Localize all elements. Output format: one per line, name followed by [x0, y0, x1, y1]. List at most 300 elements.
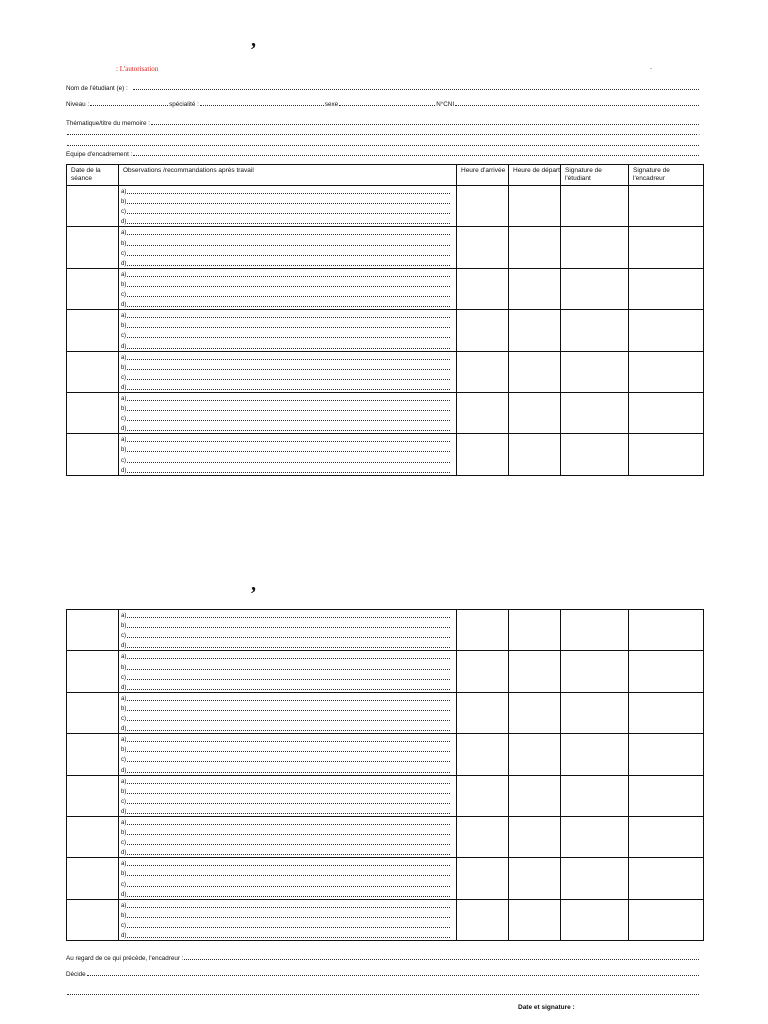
observations-cell[interactable] — [119, 186, 457, 227]
observation-line[interactable] — [121, 444, 456, 454]
observation-letter: c) — [121, 292, 126, 299]
observation-letter: d) — [121, 850, 127, 857]
date-cell[interactable] — [67, 775, 119, 816]
heure-depart-cell[interactable] — [509, 899, 561, 940]
observation-letter: b) — [121, 871, 127, 878]
observation-line[interactable] — [121, 910, 456, 920]
observation-line[interactable] — [121, 310, 456, 320]
observations-cell[interactable] — [119, 692, 457, 733]
observation-line[interactable] — [121, 847, 456, 857]
seance-table-page2 — [66, 609, 704, 941]
signature-encadreur-cell[interactable] — [629, 651, 704, 692]
observation-line[interactable] — [121, 776, 456, 786]
observation-dotted-line — [127, 783, 450, 784]
observation-dotted-line — [127, 296, 450, 297]
signature-encadreur-cell[interactable] — [629, 351, 704, 392]
heure-depart-cell[interactable] — [509, 351, 561, 392]
heure-depart-cell[interactable] — [509, 227, 561, 268]
heure-depart-cell[interactable] — [509, 392, 561, 433]
date-cell[interactable] — [67, 186, 119, 227]
seance-row — [67, 692, 704, 733]
heure-arrivee-cell[interactable] — [457, 310, 509, 351]
observation-dotted-line — [127, 276, 450, 277]
observation-line[interactable] — [121, 930, 456, 940]
header-observations: Observations /recommandations après travail — [119, 165, 457, 186]
sexe-label: sexe — [324, 101, 339, 108]
date-cell[interactable] — [67, 392, 119, 433]
equipe-label: Equipe d'encadrement : — [66, 151, 133, 158]
seance-row — [67, 434, 704, 475]
observation-letter: b) — [121, 447, 127, 454]
date-cell[interactable] — [67, 610, 119, 651]
observation-letter: d) — [121, 219, 127, 226]
observation-dotted-line — [127, 306, 450, 307]
observation-dotted-line — [127, 917, 450, 918]
signature-etudiant-cell[interactable] — [561, 610, 629, 651]
observation-line[interactable] — [121, 352, 456, 362]
observation-line[interactable] — [121, 330, 456, 340]
observation-line[interactable] — [121, 693, 456, 703]
observation-line[interactable] — [121, 299, 456, 309]
heure-arrivee-cell[interactable] — [457, 734, 509, 775]
observation-line[interactable] — [121, 806, 456, 816]
signature-etudiant-cell[interactable] — [561, 899, 629, 940]
observation-dotted-line — [127, 359, 450, 360]
observation-dotted-line — [127, 689, 450, 690]
observation-letter: a) — [121, 271, 127, 278]
observation-line[interactable] — [121, 900, 456, 910]
heure-depart-cell[interactable] — [509, 434, 561, 475]
observation-line[interactable] — [121, 827, 456, 837]
thematique-label: Thématique/titre du memoire : — [66, 120, 150, 127]
observation-dotted-line — [127, 389, 450, 390]
niveau-specialite-sexe-cni-field[interactable] — [66, 97, 700, 108]
observation-line[interactable] — [121, 382, 456, 392]
niveau-label: Niveau : — [66, 101, 90, 108]
header-signature-etudiant: Signature de l'étudiant — [561, 165, 629, 186]
signature-encadreur-cell[interactable] — [629, 268, 704, 309]
observation-dotted-line — [127, 896, 450, 897]
signature-etudiant-cell[interactable] — [561, 268, 629, 309]
observation-line[interactable] — [121, 413, 456, 423]
signature-encadreur-cell[interactable] — [629, 310, 704, 351]
heure-depart-cell[interactable] — [509, 816, 561, 857]
observations-cell[interactable] — [119, 434, 457, 475]
observation-line[interactable] — [121, 672, 456, 682]
observation-letter: b) — [121, 705, 127, 712]
observation-letter: d) — [121, 467, 127, 474]
observations-cell[interactable] — [119, 858, 457, 899]
observation-line[interactable] — [121, 703, 456, 713]
observation-letter: a) — [121, 395, 127, 402]
observation-line[interactable] — [121, 258, 456, 268]
heure-arrivee-cell[interactable] — [457, 186, 509, 227]
observation-line[interactable] — [121, 237, 456, 247]
observation-letter: c) — [121, 716, 126, 723]
signature-encadreur-cell[interactable] — [629, 434, 704, 475]
observation-line[interactable] — [121, 216, 456, 226]
observation-letter: b) — [121, 406, 127, 413]
heure-depart-cell[interactable] — [509, 268, 561, 309]
date-cell[interactable] — [67, 268, 119, 309]
observation-line[interactable] — [121, 372, 456, 382]
heure-depart-cell[interactable] — [509, 692, 561, 733]
observation-line[interactable] — [121, 764, 456, 774]
observation-line[interactable] — [121, 248, 456, 258]
heure-depart-cell[interactable] — [509, 610, 561, 651]
autorisation-label: : L'autorisation — [116, 65, 159, 73]
regard-field[interactable] — [66, 951, 700, 962]
observation-dotted-line — [127, 627, 450, 628]
observation-line[interactable] — [121, 320, 456, 330]
observation-line[interactable] — [121, 206, 456, 216]
observations-cell[interactable] — [119, 734, 457, 775]
date-cell[interactable] — [67, 734, 119, 775]
observation-dotted-line — [127, 286, 450, 287]
observation-line[interactable] — [121, 889, 456, 899]
observations-cell[interactable] — [119, 392, 457, 433]
observation-dotted-line — [127, 700, 450, 701]
observation-line[interactable] — [121, 734, 456, 744]
seance-row — [67, 227, 704, 268]
observation-dotted-line — [127, 617, 450, 618]
observation-line[interactable] — [121, 878, 456, 888]
heure-depart-cell[interactable] — [509, 734, 561, 775]
observation-line[interactable] — [121, 423, 456, 433]
observation-letter: c) — [121, 840, 126, 847]
signature-etudiant-cell[interactable] — [561, 775, 629, 816]
cni-label: N°CNI — [436, 101, 455, 108]
heure-arrivee-cell[interactable] — [457, 651, 509, 692]
observations-cell[interactable] — [119, 351, 457, 392]
seance-row — [67, 610, 704, 651]
seance-row — [67, 899, 704, 940]
date-signature-label: Date et signature : — [518, 1004, 575, 1011]
observation-letter: d) — [121, 343, 127, 350]
observation-letter: a) — [121, 230, 127, 237]
observation-dotted-line — [127, 234, 450, 235]
observation-letter: c) — [121, 757, 126, 764]
header-signature-encadreur: Signature de l'encadreur — [629, 165, 704, 186]
observation-dotted-line — [127, 317, 450, 318]
observation-dotted-line — [127, 451, 450, 452]
heure-arrivee-cell[interactable] — [457, 434, 509, 475]
observation-letter: a) — [121, 861, 127, 868]
signature-etudiant-cell[interactable] — [561, 651, 629, 692]
decide-field[interactable] — [66, 967, 700, 978]
observations-cell[interactable] — [119, 268, 457, 309]
observation-line[interactable] — [121, 403, 456, 413]
observations-cell[interactable] — [119, 775, 457, 816]
observation-line[interactable] — [121, 279, 456, 289]
observation-dotted-line — [127, 245, 450, 246]
nom-etudiant-dotted-line — [133, 89, 699, 90]
observation-dotted-line — [127, 907, 450, 908]
header-heure-depart: Heure de départ — [509, 165, 561, 186]
observation-letter: c) — [121, 798, 126, 805]
observation-dotted-line — [127, 348, 450, 349]
observation-line[interactable] — [121, 269, 456, 279]
observation-dotted-line — [127, 751, 450, 752]
heure-depart-cell[interactable] — [509, 858, 561, 899]
observation-dotted-line — [127, 647, 450, 648]
nom-etudiant-field[interactable] — [66, 81, 700, 92]
observation-line[interactable] — [121, 289, 456, 299]
observation-line[interactable] — [121, 868, 456, 878]
observation-dotted-line — [127, 803, 450, 804]
signature-etudiant-cell[interactable] — [561, 734, 629, 775]
heure-arrivee-cell[interactable] — [457, 268, 509, 309]
date-cell[interactable] — [67, 651, 119, 692]
observation-letter: b) — [121, 364, 127, 371]
observation-letter: c) — [121, 209, 126, 216]
observation-line[interactable] — [121, 610, 456, 620]
heure-depart-cell[interactable] — [509, 775, 561, 816]
observation-letter: d) — [121, 643, 127, 650]
observation-dotted-line — [127, 430, 450, 431]
signature-encadreur-cell[interactable] — [629, 858, 704, 899]
observation-line[interactable] — [121, 723, 456, 733]
observation-line[interactable] — [121, 454, 456, 464]
observation-letter: d) — [121, 808, 127, 815]
seance-row — [67, 858, 704, 899]
observation-dotted-line — [127, 223, 450, 224]
seance-row — [67, 775, 704, 816]
observation-dotted-line — [127, 772, 450, 773]
date-cell[interactable] — [67, 434, 119, 475]
observation-letter: d) — [121, 891, 127, 898]
observation-line[interactable] — [121, 920, 456, 930]
observation-letter: a) — [121, 819, 127, 826]
observation-letter: d) — [121, 684, 127, 691]
observation-line[interactable] — [121, 682, 456, 692]
observation-dotted-line — [127, 203, 450, 204]
cni-dotted-line — [455, 105, 699, 106]
observation-dotted-line — [127, 813, 450, 814]
observation-line[interactable] — [121, 786, 456, 796]
observation-line[interactable] — [121, 796, 456, 806]
observation-line[interactable] — [121, 434, 456, 444]
date-cell[interactable] — [67, 899, 119, 940]
observation-line[interactable] — [121, 817, 456, 827]
observation-letter: c) — [121, 374, 126, 381]
nom-etudiant-label: Nom de l'étudiant (e) : — [66, 85, 128, 92]
observation-dotted-line — [127, 472, 450, 473]
observation-letter: b) — [121, 830, 127, 837]
observation-letter: c) — [121, 881, 126, 888]
dotted-line — [67, 145, 699, 146]
observation-dotted-line — [127, 337, 450, 338]
seance-row — [67, 268, 704, 309]
observation-line[interactable] — [121, 837, 456, 847]
heure-arrivee-cell[interactable] — [457, 351, 509, 392]
thematique-continuation-line[interactable] — [66, 126, 700, 137]
decide-label: Décide — [66, 971, 86, 978]
regard-dotted-line — [184, 959, 699, 960]
observation-letter: b) — [121, 199, 127, 206]
regard-label: Au regard de ce qui précède, l'encadreur : — [66, 955, 184, 962]
observation-letter: b) — [121, 664, 127, 671]
observations-cell[interactable] — [119, 899, 457, 940]
seance-row — [67, 392, 704, 433]
observation-dotted-line — [127, 658, 450, 659]
observation-dotted-line — [127, 844, 450, 845]
observation-letter: a) — [121, 778, 127, 785]
observation-dotted-line — [127, 213, 450, 214]
observation-line[interactable] — [121, 465, 456, 475]
heure-depart-cell[interactable] — [509, 310, 561, 351]
date-cell[interactable] — [67, 310, 119, 351]
observation-dotted-line — [127, 741, 450, 742]
heure-arrivee-cell[interactable] — [457, 392, 509, 433]
observation-line[interactable] — [121, 754, 456, 764]
dotted-line — [67, 994, 699, 995]
heure-arrivee-cell[interactable] — [457, 227, 509, 268]
heure-arrivee-cell[interactable] — [457, 775, 509, 816]
signature-encadreur-cell[interactable] — [629, 899, 704, 940]
observations-cell[interactable] — [119, 610, 457, 651]
observation-letter: b) — [121, 323, 127, 330]
signature-encadreur-cell[interactable] — [629, 610, 704, 651]
observation-dotted-line — [127, 420, 450, 421]
heure-arrivee-cell[interactable] — [457, 610, 509, 651]
equipe-encadrement-field[interactable] — [66, 147, 700, 158]
observation-dotted-line — [127, 793, 450, 794]
observation-line[interactable] — [121, 651, 456, 661]
observation-dotted-line — [127, 875, 450, 876]
observation-letter: b) — [121, 747, 127, 754]
signature-etudiant-cell[interactable] — [561, 434, 629, 475]
signature-encadreur-cell[interactable] — [629, 692, 704, 733]
heure-arrivee-cell[interactable] — [457, 692, 509, 733]
observation-letter: d) — [121, 933, 127, 939]
signature-encadreur-cell[interactable] — [629, 734, 704, 775]
signature-encadreur-cell[interactable] — [629, 186, 704, 227]
observation-line[interactable] — [121, 227, 456, 237]
signature-etudiant-cell[interactable] — [561, 186, 629, 227]
specialite-dotted-line — [200, 105, 324, 106]
signature-etudiant-cell[interactable] — [561, 227, 629, 268]
observation-line[interactable] — [121, 858, 456, 868]
observation-letter: c) — [121, 922, 126, 929]
observation-line[interactable] — [121, 196, 456, 206]
observation-letter: b) — [121, 240, 127, 247]
signature-encadreur-cell[interactable] — [629, 227, 704, 268]
observation-line[interactable] — [121, 630, 456, 640]
observation-letter: a) — [121, 437, 127, 444]
equipe-dotted-line — [133, 155, 699, 156]
observation-dotted-line — [127, 462, 450, 463]
table-header-row — [67, 165, 704, 186]
observation-dotted-line — [127, 865, 450, 866]
observation-dotted-line — [127, 937, 450, 938]
signature-encadreur-cell[interactable] — [629, 775, 704, 816]
observation-line[interactable] — [121, 186, 456, 196]
header-comma: , — [251, 29, 256, 51]
observation-line[interactable] — [121, 393, 456, 403]
observation-letter: b) — [121, 912, 127, 919]
observation-line[interactable] — [121, 340, 456, 350]
observation-dotted-line — [127, 761, 450, 762]
heure-arrivee-cell[interactable] — [457, 858, 509, 899]
signature-etudiant-cell[interactable] — [561, 816, 629, 857]
date-cell[interactable] — [67, 692, 119, 733]
signature-encadreur-cell[interactable] — [629, 816, 704, 857]
heure-arrivee-cell[interactable] — [457, 816, 509, 857]
specialite-label: spécialité : — [169, 101, 199, 108]
observation-letter: c) — [121, 416, 126, 423]
observation-dotted-line — [127, 730, 450, 731]
observation-dotted-line — [127, 854, 450, 855]
observation-letter: d) — [121, 260, 127, 267]
observation-dotted-line — [127, 265, 450, 266]
observation-letter: a) — [121, 189, 127, 196]
observations-cell[interactable] — [119, 816, 457, 857]
observation-line[interactable] — [121, 362, 456, 372]
signature-etudiant-cell[interactable] — [561, 858, 629, 899]
observation-letter: a) — [121, 695, 127, 702]
observation-letter: a) — [121, 613, 127, 620]
observation-line[interactable] — [121, 713, 456, 723]
observation-dotted-line — [127, 824, 450, 825]
signature-encadreur-cell[interactable] — [629, 392, 704, 433]
heure-arrivee-cell[interactable] — [457, 899, 509, 940]
seance-row — [67, 310, 704, 351]
heure-depart-cell[interactable] — [509, 651, 561, 692]
date-cell[interactable] — [67, 816, 119, 857]
signature-etudiant-cell[interactable] — [561, 351, 629, 392]
observation-letter: c) — [121, 633, 126, 640]
observation-letter: c) — [121, 250, 126, 257]
heure-depart-cell[interactable] — [509, 186, 561, 227]
observation-letter: c) — [121, 333, 126, 340]
sexe-dotted-line — [339, 105, 435, 106]
observation-letter: a) — [121, 654, 127, 661]
signature-etudiant-cell[interactable] — [561, 310, 629, 351]
seance-row — [67, 651, 704, 692]
date-cell[interactable] — [67, 351, 119, 392]
observation-dotted-line — [127, 255, 450, 256]
observation-line[interactable] — [121, 661, 456, 671]
observation-dotted-line — [127, 886, 450, 887]
observation-line[interactable] — [121, 620, 456, 630]
date-cell[interactable] — [67, 858, 119, 899]
observations-cell[interactable] — [119, 651, 457, 692]
observation-line[interactable] — [121, 744, 456, 754]
observation-dotted-line — [127, 441, 450, 442]
date-cell[interactable] — [67, 227, 119, 268]
observation-dotted-line — [127, 379, 450, 380]
signature-etudiant-cell[interactable] — [561, 392, 629, 433]
observation-letter: d) — [121, 384, 127, 391]
decide-continuation-line[interactable] — [66, 986, 700, 997]
observation-dotted-line — [127, 410, 450, 411]
signature-etudiant-cell[interactable] — [561, 692, 629, 733]
observation-dotted-line — [127, 834, 450, 835]
thematique-dotted-line — [151, 124, 699, 125]
observation-dotted-line — [127, 637, 450, 638]
observation-letter: b) — [121, 623, 127, 630]
observation-letter: c) — [121, 457, 126, 464]
observation-dotted-line — [127, 369, 450, 370]
observations-cell[interactable] — [119, 310, 457, 351]
trailing-dot: . — [650, 64, 652, 71]
trailing-dot: . — [698, 130, 700, 137]
observation-line[interactable] — [121, 640, 456, 650]
observation-dotted-line — [127, 710, 450, 711]
seance-row — [67, 734, 704, 775]
observations-cell[interactable] — [119, 227, 457, 268]
